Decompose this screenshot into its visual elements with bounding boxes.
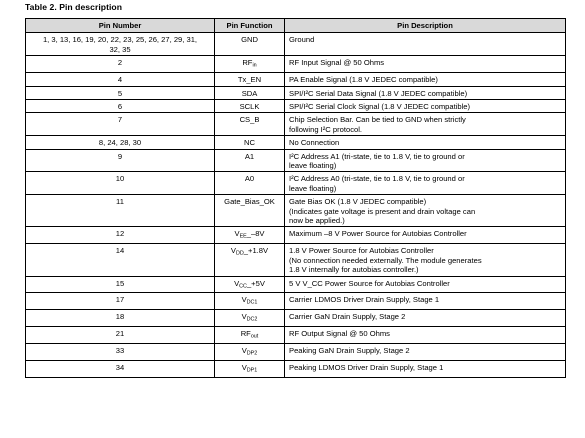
pin-description-text: Gate Bias OK (1.8 V JEDEC compatible) <box>289 197 427 207</box>
pin-number-cell <box>26 195 215 227</box>
pin-number-cell <box>26 344 215 361</box>
pin-function-text: A1 <box>244 151 255 161</box>
table-row <box>26 73 566 86</box>
pin-description-text: Maximum –8 V Power Source for Autobias Controller <box>289 229 467 239</box>
pin-number-cell <box>26 56 215 73</box>
pin-number-cell <box>26 293 215 310</box>
header-pin-function: Pin Function <box>215 19 285 33</box>
pin-function-cell <box>215 293 285 310</box>
pin-function-cell <box>215 327 285 344</box>
pin-description-cell <box>285 172 566 195</box>
table-row <box>26 149 566 172</box>
pin-description-cell <box>285 276 566 293</box>
pin-description-text: (No connection needed externally. The module generates <box>289 255 482 265</box>
pin-function-cell <box>215 244 285 276</box>
pin-number-text: 17 <box>115 295 125 305</box>
pin-function-cell <box>215 195 285 227</box>
pin-description-text: SPI/I²C Serial Clock Signal (1.8 V JEDEC compatible) <box>289 101 471 111</box>
pin-description-cell <box>285 86 566 99</box>
table-row <box>26 136 566 149</box>
pin-function-cell <box>215 172 285 195</box>
pin-number-text: 10 <box>115 174 125 184</box>
pin-function-text: GND <box>241 35 258 45</box>
table-row <box>26 227 566 244</box>
pin-number-text: 1, 3, 13, 16, 19, 20, 22, 23, 25, 26, 27, 29, 31, <box>42 35 198 45</box>
pin-function-subscript: EE <box>239 233 247 240</box>
pin-function-cell <box>215 73 285 86</box>
pin-function-text: V <box>234 229 240 239</box>
pin-description-table <box>25 18 566 378</box>
pin-description-cell <box>285 227 566 244</box>
pin-number-cell <box>26 172 215 195</box>
pin-function-text: V <box>234 278 240 288</box>
pin-function-suffix: _–8V <box>246 229 265 239</box>
pin-number-cell <box>26 136 215 149</box>
pin-function-cell <box>215 86 285 99</box>
pin-description-text: I²C Address A0 (tri-state, tie to 1.8 V, tie to ground or <box>289 174 465 184</box>
pin-description-text: Carrier LDMOS Driver Drain Supply, Stage 1 <box>289 295 440 305</box>
pin-function-text: V <box>241 346 247 356</box>
pin-function-cell <box>215 310 285 327</box>
table-row <box>26 56 566 73</box>
pin-description-text: (Indicates gate voltage is present and drain voltage can <box>289 206 476 216</box>
pin-function-cell <box>215 276 285 293</box>
pin-number-text: 15 <box>115 278 125 288</box>
pin-function-text: V <box>230 246 236 256</box>
pin-description-cell <box>285 310 566 327</box>
pin-number-text: 8, 24, 28, 30 <box>98 138 142 148</box>
pin-number-cell <box>26 149 215 172</box>
pin-description-text: leave floating) <box>289 183 337 193</box>
header-pin-description: Pin Description <box>285 19 566 33</box>
pin-description-text: following I²C protocol. <box>289 124 363 134</box>
pin-function-subscript: out <box>250 333 259 340</box>
pin-description-cell <box>285 344 566 361</box>
pin-description-text: PA Enable Signal (1.8 V JEDEC compatible) <box>289 75 438 85</box>
pin-function-text: SCLK <box>239 101 260 111</box>
pin-number-text: 34 <box>115 363 125 373</box>
pin-description-text: I²C Address A1 (tri-state, tie to 1.8 V, tie to ground or <box>289 151 465 161</box>
pin-description-text: now be applied.) <box>289 216 345 225</box>
pin-function-text: V <box>241 312 247 322</box>
pin-function-text: RF <box>242 58 253 68</box>
table-row <box>26 33 566 56</box>
pin-description-cell <box>285 327 566 344</box>
pin-description-text: RF Output Signal @ 50 Ohms <box>289 329 390 339</box>
pin-number-text: 11 <box>116 197 124 207</box>
pin-function-cell <box>215 33 285 56</box>
pin-number-cell <box>26 73 215 86</box>
pin-number-text: 5 <box>117 88 123 98</box>
pin-function-cell <box>215 227 285 244</box>
pin-description-cell <box>285 56 566 73</box>
pin-number-text: 2 <box>117 58 123 68</box>
pin-function-cell <box>215 149 285 172</box>
pin-description-text: Ground <box>289 35 315 45</box>
table-row <box>26 172 566 195</box>
table-header-row <box>26 19 566 33</box>
pin-number-text: 21 <box>115 329 125 339</box>
pin-function-cell <box>215 56 285 73</box>
table-row <box>26 276 566 293</box>
pin-number-text: 7 <box>117 115 123 125</box>
table-row <box>26 86 566 99</box>
pin-function-subscript: DC2 <box>246 316 258 323</box>
pin-function-text: RF <box>240 329 251 339</box>
pin-description-text: leave floating) <box>289 160 337 170</box>
pin-number-text: 18 <box>115 312 125 322</box>
pin-number-text: 12 <box>115 229 125 239</box>
pin-number-text: 9 <box>117 151 123 161</box>
pin-function-text: A0 <box>244 174 255 184</box>
pin-function-subscript: CC <box>239 283 247 290</box>
pin-function-cell <box>215 99 285 112</box>
pin-description-text: 5 V V_CC Power Source for Autobias Controller <box>289 278 450 288</box>
pin-function-suffix: _+1.8V <box>243 246 269 256</box>
pin-number-cell <box>26 99 215 112</box>
pin-function-cell <box>215 344 285 361</box>
pin-number-text: 32, 35 <box>109 44 131 54</box>
pin-description-cell <box>285 293 566 310</box>
pin-description-text: Chip Selection Bar. Can be tied to GND when strictly <box>289 115 466 125</box>
pin-function-subscript: DD <box>236 250 244 257</box>
pin-function-text: V <box>241 295 247 305</box>
pin-description-cell <box>285 33 566 56</box>
pin-description-text: Peaking LDMOS Driver Drain Supply, Stage 1 <box>289 363 444 373</box>
pin-number-cell <box>26 33 215 56</box>
pin-function-text: Gate_Bias_OK <box>224 197 275 207</box>
pin-function-subscript: DP2 <box>246 350 258 357</box>
pin-function-cell <box>215 136 285 149</box>
pin-function-text: V <box>241 363 247 373</box>
pin-description-text: Carrier GaN Drain Supply, Stage 2 <box>289 312 406 322</box>
table-title: Table 2. Pin description <box>25 2 123 12</box>
table-row <box>26 99 566 112</box>
pin-function-cell <box>215 361 285 378</box>
header-pin-number: Pin Number <box>26 19 215 33</box>
pin-function-subscript: in <box>252 62 257 69</box>
pin-number-text: 6 <box>117 101 123 111</box>
pin-number-cell <box>26 113 215 136</box>
pin-number-cell <box>26 276 215 293</box>
pin-description-text: 1.8 V Power Source for Autobias Controller <box>289 246 434 256</box>
pin-description-text: 1.8 V internally for autobias controller.) <box>289 265 419 275</box>
pin-function-text: NC <box>244 138 255 148</box>
pin-description-cell <box>285 73 566 86</box>
table-row <box>26 113 566 136</box>
table-row <box>26 293 566 310</box>
pin-function-subscript: DP1 <box>246 367 258 374</box>
pin-number-text: 4 <box>117 75 123 85</box>
pin-function-text: SDA <box>241 88 258 98</box>
table-row <box>26 327 566 344</box>
table-row <box>26 344 566 361</box>
pin-description-text: RF Input Signal @ 50 Ohms <box>289 58 385 68</box>
pin-function-cell <box>215 113 285 136</box>
pin-description-cell <box>285 136 566 149</box>
pin-description-cell <box>285 99 566 112</box>
pin-number-cell <box>26 227 215 244</box>
pin-description-cell <box>285 149 566 172</box>
pin-function-text: Tx_EN <box>237 75 262 85</box>
pin-description-text: No Connection <box>289 138 340 148</box>
table-row <box>26 195 566 227</box>
pin-number-cell <box>26 244 215 276</box>
table-row <box>26 244 566 276</box>
table-row <box>26 361 566 378</box>
pin-number-cell <box>26 86 215 99</box>
pin-description-cell <box>285 113 566 136</box>
pin-number-cell <box>26 327 215 344</box>
pin-number-cell <box>26 310 215 327</box>
pin-function-suffix: _+5V <box>246 278 265 288</box>
pin-number-text: 33 <box>115 346 125 356</box>
pin-description-text: SPI/I²C Serial Data Signal (1.8 V JEDEC compatible) <box>289 88 468 98</box>
pin-function-subscript: DC1 <box>246 299 258 306</box>
pin-description-cell <box>285 361 566 378</box>
pin-description-cell <box>285 244 566 276</box>
table-row <box>26 310 566 327</box>
pin-function-text: CS_B <box>239 115 260 125</box>
pin-number-text: 14 <box>115 246 125 256</box>
pin-number-cell <box>26 361 215 378</box>
pin-description-cell <box>285 195 566 227</box>
pin-description-text: Peaking GaN Drain Supply, Stage 2 <box>289 346 410 356</box>
